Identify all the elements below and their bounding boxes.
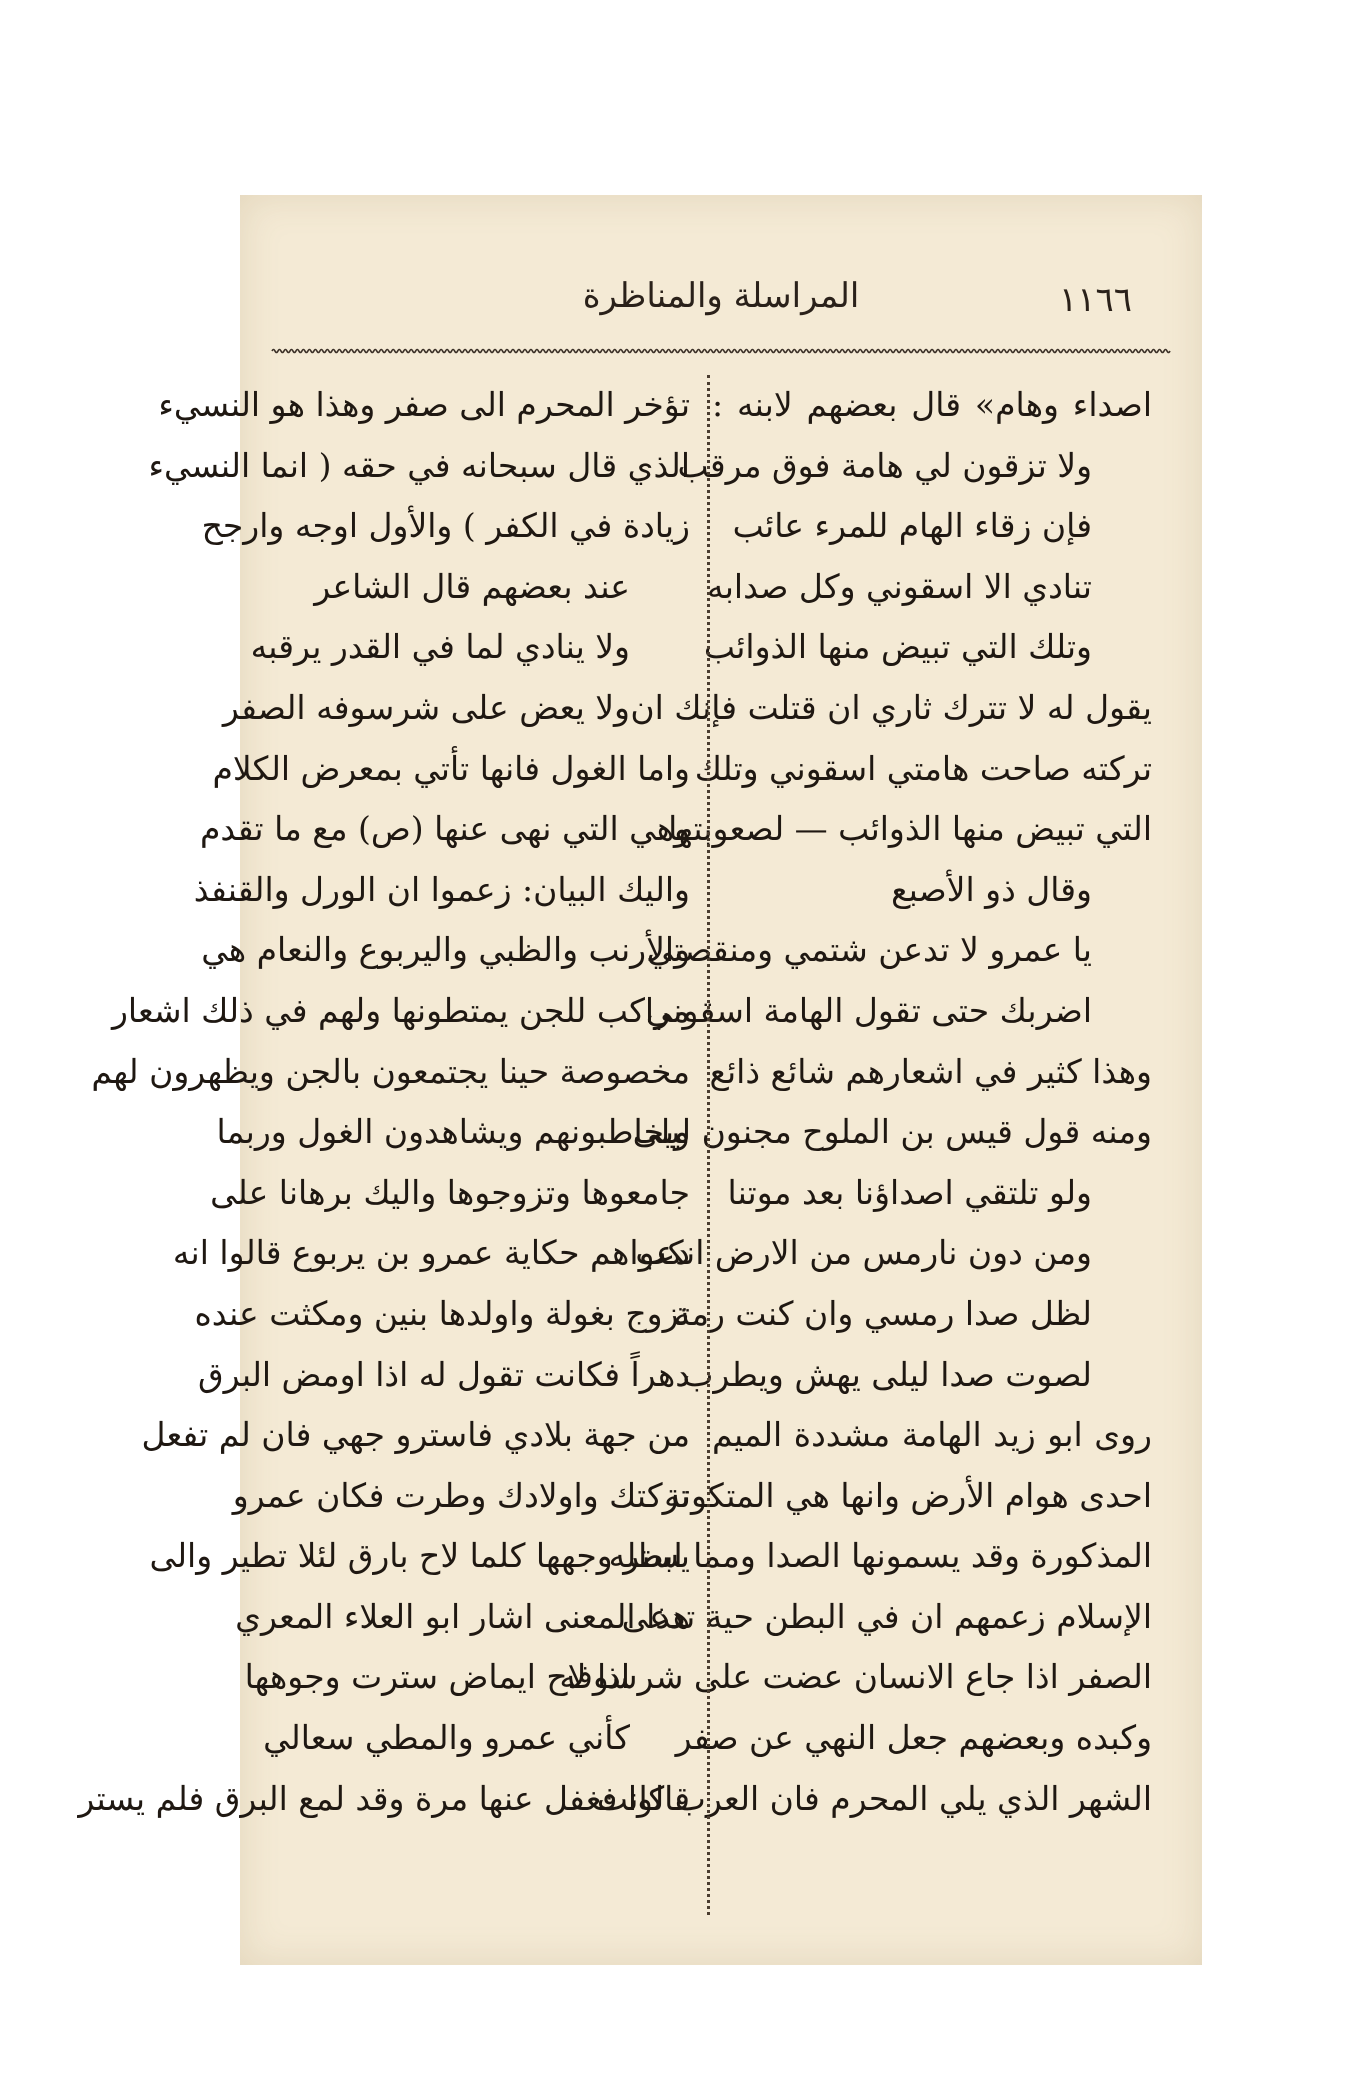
text-line: زيادة في الكفر ) والأول اوجه وارجح	[201, 506, 690, 546]
text-line: احدى هوام الأرض وانها هي المتكونة	[664, 1475, 1152, 1515]
text-line: تنادي الا اسقوني وكل صدابه	[707, 566, 1092, 606]
text-line: هذا المعنى اشار ابو العلاء المعري	[235, 1596, 690, 1636]
text-line: الشهر الذي يلي المحرم فان العرب كانت	[596, 1778, 1152, 1818]
text-line: يا عمرو لا تدعن شتمي ومنقصتي	[646, 930, 1092, 970]
text-line: يستر وجهها كلما لاح بارق لئلا تطير والى	[149, 1536, 690, 1576]
text-line: فإن زقاء الهام للمرء عائب	[732, 506, 1092, 546]
text-line: كأني عمرو والمطي سعالي	[263, 1718, 630, 1758]
text-line: من جهة بلادي فاسترو جهي فان لم تفعل	[141, 1415, 690, 1455]
text-line: ويخاطبونهم ويشاهدون الغول وربما	[216, 1112, 690, 1152]
text-line: دعواهم حكاية عمرو بن يربوع قالوا انه	[172, 1233, 690, 1273]
text-line: المذكورة وقد يسمونها الصدا ومما ابطله	[608, 1536, 1152, 1576]
text-line: التي تبيض منها الذوائب — لصعوبتها	[668, 809, 1152, 849]
running-title: المراسلة والمناظرة	[582, 276, 860, 316]
header-wavy-rule	[272, 347, 1170, 355]
text-line: دهراً فكانت تقول له اذا اومض البرق	[198, 1354, 690, 1394]
text-line: ولا ينادي لما في القدر يرقبه	[250, 627, 630, 667]
text-line: جامعوها وتزوجوها واليك برهانا على	[210, 1172, 690, 1212]
text-line: واما الغول فانها تأتي بمعرض الكلام	[212, 748, 690, 788]
left-column	[78, 375, 690, 1915]
text-line: الذي قال سبحانه في حقه ( انما النسيء	[148, 445, 690, 485]
text-line: تركتك واولادك وطرت فكان عمرو	[232, 1475, 690, 1515]
text-line: واليك البيان: زعموا ان الورل والقنفذ	[193, 869, 690, 909]
text-line: وتلك التي تبيض منها الذوائب	[703, 627, 1092, 667]
text-line: ولا يعض على شرسوفه الصفر	[222, 687, 630, 727]
text-line: ولو تلتقي اصداؤنا بعد موتنا	[727, 1172, 1092, 1212]
text-line: قالوا فغفل عنها مرة وقد لمع البرق فلم يستر	[78, 1778, 690, 1818]
text-line: يقول له لا تترك ثاري ان قتلت فإنك ان	[630, 687, 1152, 727]
text-line: وكبده وبعضهم جعل النهي عن صفر	[675, 1718, 1152, 1758]
text-line: اذا لاح ايماض سترت وجوهها	[244, 1657, 630, 1697]
text-line: وهذا كثير في اشعارهم شائع ذائع	[709, 1051, 1152, 1091]
text-line: تؤخر المحرم الى صفر وهذا هو النسيء	[158, 385, 690, 424]
text-line: تزوج بغولة واولدها بنين ومكثت عنده	[194, 1293, 690, 1333]
text-line: ومنه قول قيس بن الملوح مجنون ليلى	[632, 1112, 1152, 1152]
right-column	[559, 375, 1152, 1915]
text-line: لظل صدا رمسي وان كنت رمة	[673, 1293, 1092, 1333]
text-line: لصوت صدا ليلى يهش ويطرب	[682, 1354, 1092, 1394]
text-line: وقال ذو الأصبع	[891, 869, 1092, 909]
book-page	[78, 195, 1202, 1965]
text-line: مخصوصة حينا يجتمعون بالجن ويظهرون لهم	[91, 1051, 690, 1091]
text-line: تركته صاحت هامتي اسقوني وتلك	[694, 748, 1152, 788]
two-column-body	[78, 375, 1152, 1915]
text-line: اضربك حتى تقول الهامة اسقوني	[645, 990, 1092, 1030]
text-line: وهي التي نهى عنها (ص) مع ما تقدم	[199, 809, 690, 849]
page-header	[240, 270, 1202, 330]
text-line: روى ابو زيد الهامة مشددة الميم	[712, 1415, 1152, 1455]
column-divider	[707, 375, 710, 1915]
text-line: ولا تزقون لي هامة فوق مرقب	[677, 445, 1092, 485]
text-line: عند بعضهم قال الشاعر	[314, 566, 630, 606]
text-line: ومن دون نارمس من الارض انكب	[635, 1233, 1092, 1273]
text-line: والأرنب والظبي واليربوع والنعام هي	[201, 930, 690, 970]
text-line: الصفر اذا جاع الانسان عضت على شرسوفه	[559, 1657, 1152, 1697]
text-line: الإسلام زعمهم ان في البطن حية تدعى	[621, 1596, 1152, 1636]
text-line: مراكب للجن يمتطونها ولهم في ذلك اشعار	[111, 990, 690, 1030]
text-line: اصداء وهام» قال بعضهم لابنه :	[712, 385, 1152, 424]
page-number: ١١٦٦	[1058, 280, 1132, 320]
